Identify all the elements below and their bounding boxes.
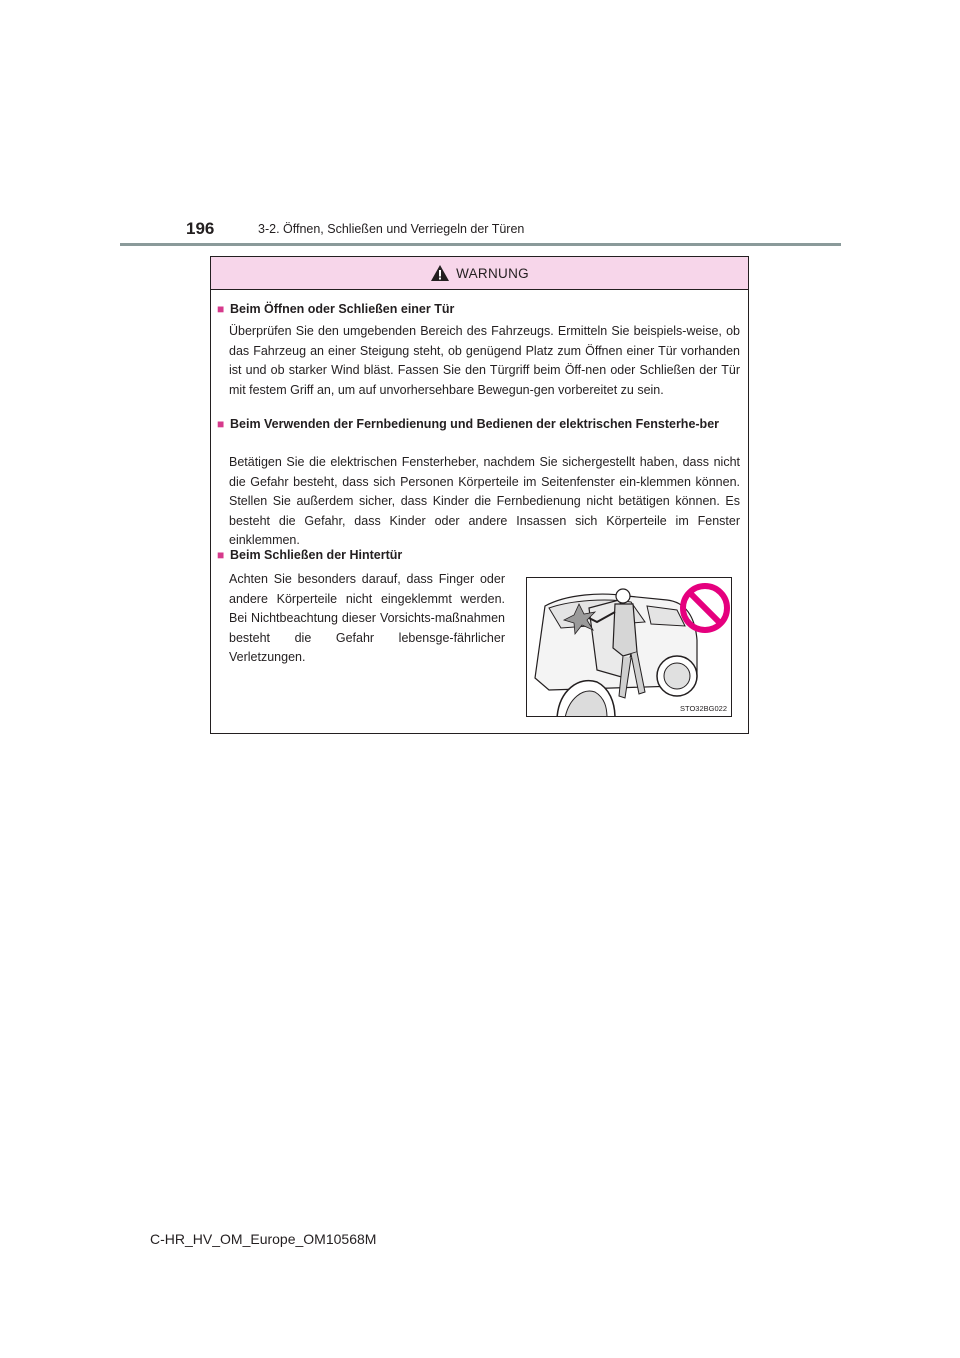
- page-number: 196: [186, 219, 215, 238]
- bullet-square-icon: ■: [217, 548, 225, 562]
- car-door-illustration: [527, 578, 732, 717]
- warning-title: WARNUNG: [456, 265, 529, 281]
- warning-box: [210, 256, 749, 734]
- warning-header: [211, 257, 748, 290]
- warning-item-heading: [217, 416, 742, 433]
- warning-triangle-icon: [430, 264, 450, 282]
- heading-door-open-close: Beim Öffnen oder Schließen einer Tür: [230, 302, 455, 316]
- warning-item-text: Überprüfen Sie den umgebenden Bereich des Fahrzeugs. Ermitteln Sie beispiels-weise, ob das Fahrzeug an einer Steigung steht, ob genügend Platz zum Öffnen einer Tür vorhanden ist und ob starker Wind bläst. Fassen Sie den Türgriff beim Öff-nen oder Schließen der Tür mit festem Griff an, um auf unvorhersehbare Bewegun-gen vorbereitet zu sein.: [229, 324, 740, 397]
- document-id: C-HR_HV_OM_Europe_OM10568M: [150, 1231, 377, 1247]
- warning-item-text: Achten Sie besonders darauf, dass Finger oder andere Körperteile nicht eingeklemmt werden. Bei Nichtbeachtung dieser Vorsichts-maßnahmen besteht die Gefahr lebensge-fährlicher Verletzungen.: [229, 572, 505, 664]
- illustration-code: STO32BG022: [680, 704, 727, 713]
- warning-item-heading: [217, 547, 742, 564]
- bullet-square-icon: ■: [217, 417, 225, 431]
- warning-item-heading: [217, 301, 742, 318]
- heading-rear-door: Beim Schließen der Hintertür: [230, 548, 403, 562]
- warning-item-text: Betätigen Sie die elektrischen Fensterheber, nachdem Sie sichergestellt haben, dass nicht die Gefahr besteht, dass sich Personen Körperteile im Seitenfenster ein-klemmen können. Stellen Sie außerdem sicher, dass Kinder die Fernbedienung nicht betätigen können. Es besteht die Gefahr, dass Kinder oder andere Insassen sich Körperteile im Fenster einklemmen.: [229, 455, 740, 547]
- bullet-square-icon: ■: [217, 302, 225, 316]
- section-title: 3-2. Öffnen, Schließen und Verriegeln der Türen: [258, 222, 525, 236]
- header-divider: [120, 243, 841, 246]
- illustration-rear-door-pinch: [526, 577, 732, 717]
- heading-remote-power-windows: Beim Verwenden der Fernbedienung und Bedienen der elektrischen Fensterhe-ber: [230, 417, 720, 431]
